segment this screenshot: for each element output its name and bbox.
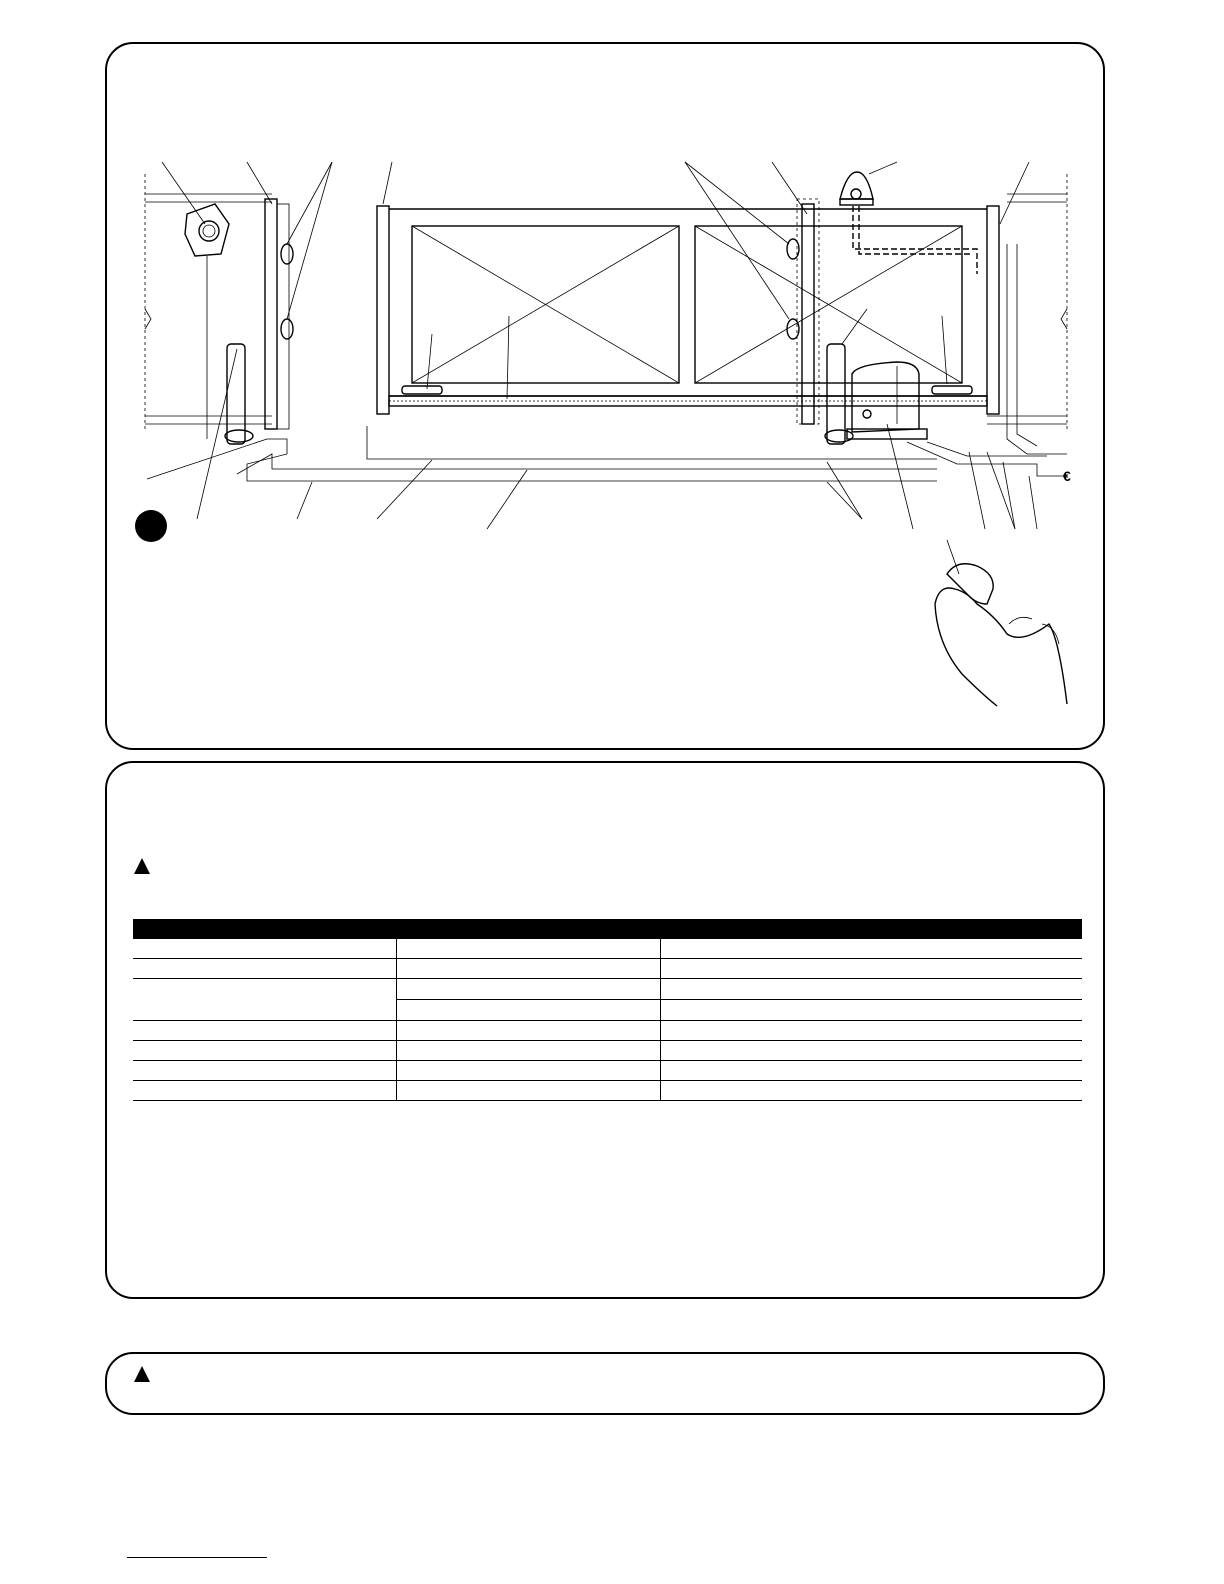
cables-table bbox=[133, 919, 1082, 1101]
table-row bbox=[133, 1081, 1082, 1101]
warning-triangle-icon bbox=[134, 858, 150, 874]
gate-installation-diagram bbox=[107, 44, 1103, 748]
table-row bbox=[133, 939, 1082, 959]
table-row bbox=[133, 1061, 1082, 1081]
transmitter-icon bbox=[947, 540, 993, 604]
cables-panel bbox=[105, 761, 1105, 1299]
figure-marker bbox=[135, 510, 167, 542]
warning-triangle-icon bbox=[134, 1366, 150, 1382]
key-selector-icon bbox=[185, 204, 229, 256]
table-row bbox=[133, 959, 1082, 979]
svg-text:€: € bbox=[1063, 468, 1071, 484]
footer-link-underline bbox=[127, 1557, 267, 1558]
flashing-light-icon bbox=[840, 172, 873, 205]
table-header bbox=[133, 919, 1082, 939]
hand-icon bbox=[935, 588, 1067, 706]
column-left bbox=[225, 344, 253, 444]
gearmotor-icon bbox=[847, 362, 927, 439]
table-row bbox=[133, 1041, 1082, 1061]
table-row bbox=[133, 1021, 1082, 1041]
warning-panel bbox=[105, 1352, 1105, 1415]
installation-diagram-panel bbox=[105, 42, 1105, 750]
table-row bbox=[133, 979, 1082, 1021]
photocell-icon bbox=[281, 244, 293, 339]
